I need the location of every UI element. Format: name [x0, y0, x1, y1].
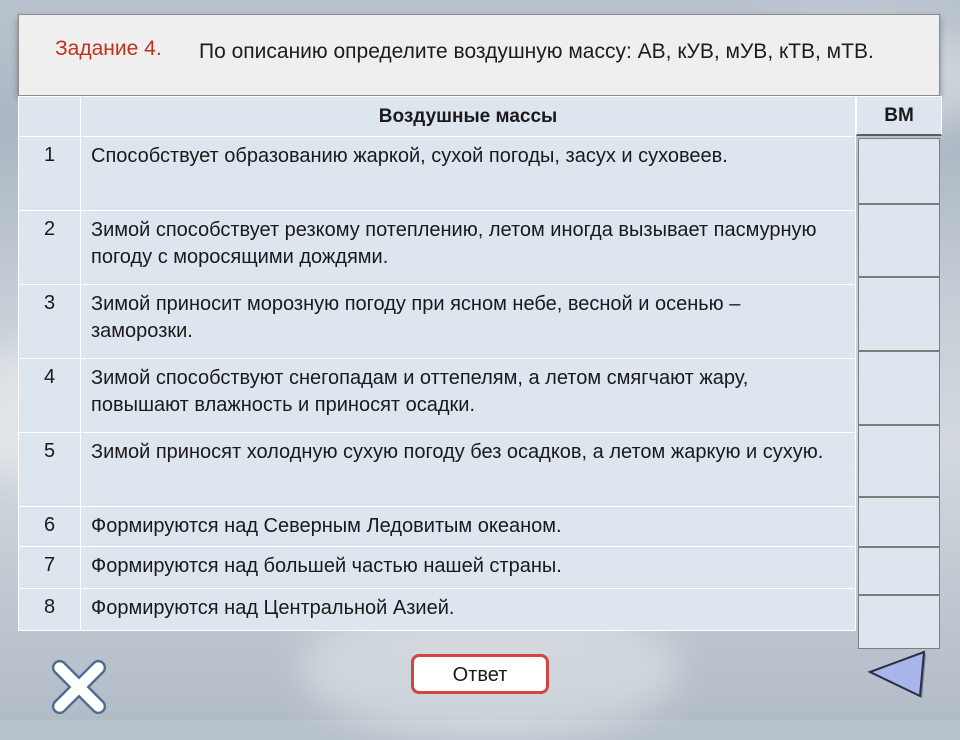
row-number: 8	[19, 589, 81, 631]
table-header-row	[19, 97, 856, 137]
row-description: Способствует образованию жаркой, сухой погоды, засух и суховеев.	[81, 137, 856, 211]
vm-answer-cell-7[interactable]	[858, 547, 940, 595]
table-row	[19, 137, 856, 211]
row-number: 4	[19, 359, 81, 433]
vm-answer-cell-6[interactable]	[858, 497, 940, 547]
table-row	[19, 589, 856, 631]
vm-answer-cell-2[interactable]	[858, 204, 940, 277]
row-number: 3	[19, 285, 81, 359]
table-row	[19, 211, 856, 285]
row-description: Зимой способствует резкому потеплению, летом иногда вызывает пасмурную погоду с моросящими дождями.	[81, 211, 856, 285]
row-description: Формируются над Центральной Азией.	[81, 589, 856, 631]
row-description: Зимой приносят холодную сухую погоду без осадков, а летом жаркую и сухую.	[81, 433, 856, 507]
task-label: Задание 4.	[55, 37, 162, 60]
table-row	[19, 359, 856, 433]
table-header: Воздушные массы	[81, 97, 856, 137]
vm-answer-cell-5[interactable]	[858, 425, 940, 497]
row-number: 1	[19, 137, 81, 211]
num-header	[19, 97, 81, 137]
row-number: 2	[19, 211, 81, 285]
row-description: Зимой способствуют снегопадам и оттепелям, а летом смягчают жару, повышают влажность и приносят осадки.	[81, 359, 856, 433]
row-description: Зимой приносит морозную погоду при ясном небе, весной и осенью – заморозки.	[81, 285, 856, 359]
task-text: По описанию определите воздушную массу: АВ, кУВ, мУВ, кТВ, мТВ.	[199, 40, 874, 63]
table-row	[19, 507, 856, 547]
triangle-prev-icon[interactable]	[866, 650, 928, 698]
row-description: Формируются над большей частью нашей страны.	[81, 547, 856, 589]
row-description: Формируются над Северным Ледовитым океаном.	[81, 507, 856, 547]
close-icon[interactable]	[50, 658, 108, 716]
vm-answer-cell-4[interactable]	[858, 351, 940, 425]
table-row	[19, 285, 856, 359]
row-number: 7	[19, 547, 81, 589]
task-panel	[18, 14, 940, 96]
air-masses-table	[18, 96, 856, 631]
vm-header: ВМ	[856, 96, 942, 136]
vm-answer-cell-1[interactable]	[858, 138, 940, 204]
table-row	[19, 433, 856, 507]
vm-answer-cell-8[interactable]	[858, 595, 940, 649]
answer-button[interactable]: Ответ	[411, 654, 549, 694]
table-row	[19, 547, 856, 589]
vm-column	[856, 96, 942, 136]
vm-answer-cell-3[interactable]	[858, 277, 940, 351]
row-number: 5	[19, 433, 81, 507]
row-number: 6	[19, 507, 81, 547]
